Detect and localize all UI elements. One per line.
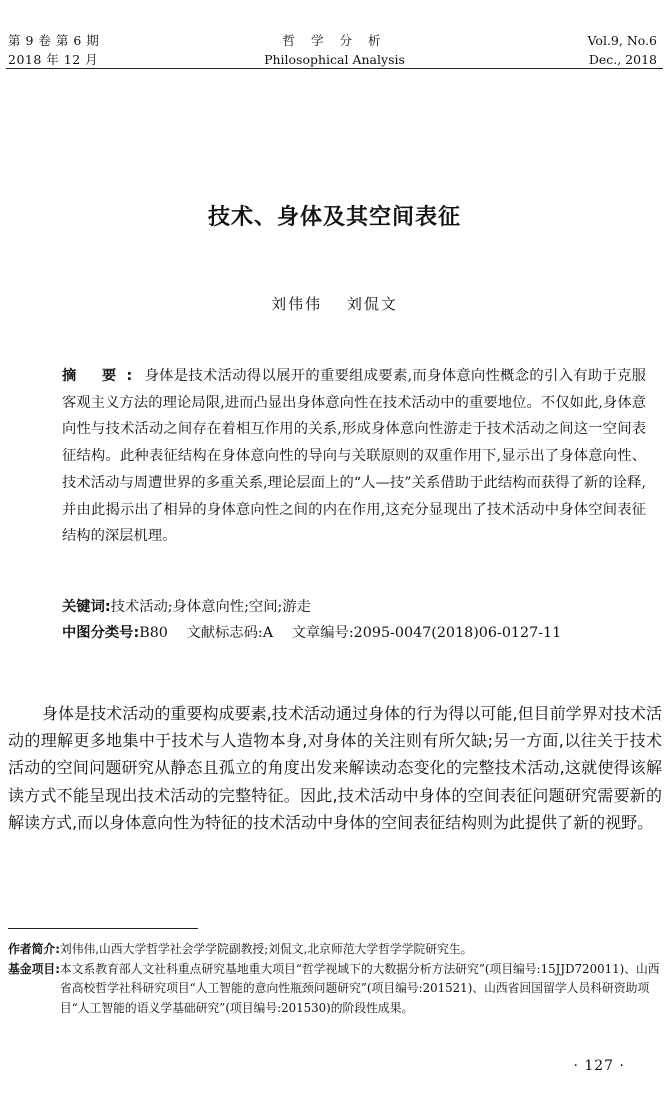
fund-note-text: 本文系教育部人文社科重点研究基地重大项目“哲学视域下的大数据分析方法研究”(项目编号:15JJD720011)、山西省高校哲学社科研究项目“人工智能的意向性瓶颈问题研究”(项目编号:201521)、山西省回国留学人员科研资助项目“人工智能的语义学基础研究”(项目编号:201530)的阶段性成果。 — [59, 961, 660, 1015]
header-center — [0, 31, 669, 69]
doc-code-value: A — [262, 625, 274, 641]
body-paragraph: 身体是技术活动的重要构成要素,技术活动通过身体的行为得以可能,但目前学界对技术活动的理解更多地集中于技术与人造物本身,对身体的关注则有所欠缺;另一方面,以往关于技术活动的空间问题研究从静态且孤立的角度出发来解读动态变化的完整技术活动,这就使得该解读方式不能呈现出技术活动的完整特征。因此,技术活动中身体的空间表征问题研究需要新的解读方式,而以身体意向性为特征的技术活动中身体的空间表征结构则为此提供了新的视野。 — [8, 704, 662, 832]
footnotes — [8, 940, 662, 1018]
footnote-author — [8, 940, 662, 960]
journal-name-en: Philosophical Analysis — [264, 52, 405, 67]
keywords — [62, 594, 652, 620]
keywords-text: 技术活动;身体意向性;空间;游走 — [110, 599, 311, 615]
footnote-fund — [8, 960, 662, 1019]
publication-date-cn: 2018 年 12 月 — [8, 52, 99, 67]
abstract — [26, 363, 646, 550]
header-right — [588, 31, 657, 69]
author-note-label: 作者简介: — [8, 942, 60, 956]
author-note-text: 刘伟伟,山西大学哲学社会学学院副教授;刘侃文,北京师范大学哲学学院研究生。 — [59, 942, 473, 956]
fund-note-label: 基金项目: — [8, 961, 60, 976]
article-no-value: 2095-0047(2018)06-0127-11 — [353, 625, 562, 641]
header-rule — [6, 68, 663, 69]
volume-issue-en: Vol.9, No.6 — [587, 33, 657, 48]
abstract-label: 摘 要: — [62, 368, 143, 384]
article-no-label: 文章编号: — [291, 625, 354, 641]
volume-issue-cn: 第 9 卷 第 6 期 — [8, 33, 100, 48]
article-authors: 刘伟伟 刘侃文 — [271, 295, 398, 313]
clc-value: B80 — [139, 625, 168, 641]
page-number: · 127 · — [573, 1058, 625, 1074]
article-title: 技术、身体及其空间表征 — [207, 205, 461, 230]
keywords-label: 关键词: — [62, 599, 111, 615]
publication-date-en: Dec., 2018 — [588, 52, 657, 67]
doc-code-label: 文献标志码: — [186, 625, 263, 641]
classification-line — [62, 620, 662, 646]
journal-name-cn: 哲 学 分 析 — [282, 33, 387, 48]
abstract-text: 身体是技术活动得以展开的重要组成要素,而身体意向性概念的引入有助于克服客观主义方法的理论局限,进而凸显出身体意向性在技术活动中的重要地位。不仅如此,身体意向性与技术活动之间存在着相互作用的关系,形成身体意向性游走于技术活动之间这一空间表征结构。此种表征结构在身体意向性的导向与关联原则的双重作用下,显示出了身体意向性、技术活动与周遭世界的多重关系,理论层面上的“人—技”关系借助于此结构而获得了新的诠释,并由此揭示出了相异的身体意向性之间的内在作用,这充分显现出了技术活动中身体空间表征结构的深层机理。 — [62, 368, 646, 545]
footnote-rule — [8, 928, 198, 929]
clc-label: 中图分类号: — [62, 625, 140, 641]
page-header — [0, 0, 669, 68]
